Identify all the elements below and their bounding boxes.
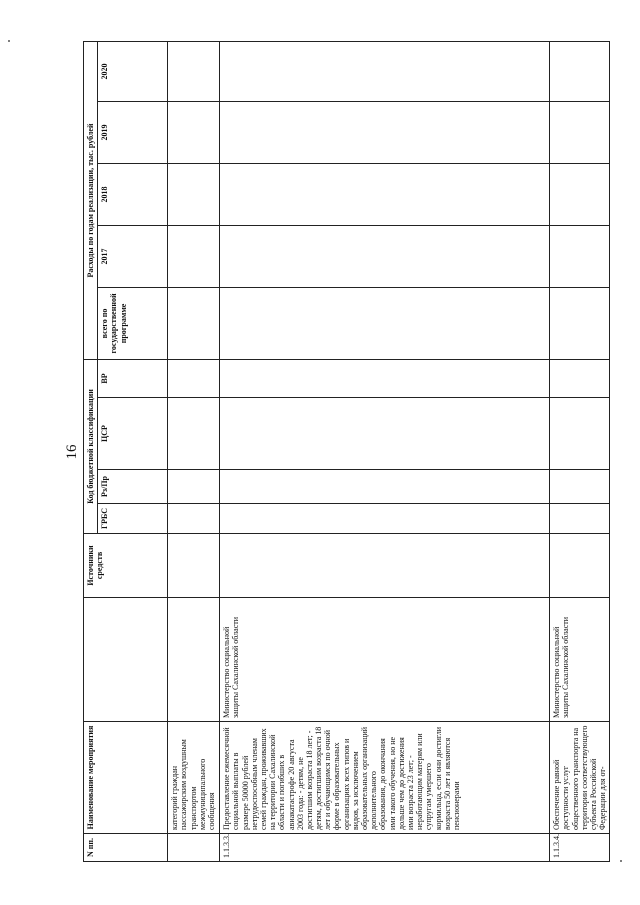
table-row bbox=[168, 41, 220, 861]
header-csr: ЦСР bbox=[98, 398, 168, 470]
row-name: Предоставление ежемесячной социальной выплаты в размере 50000 рублей нетрудоспособным членам семей граждан, проживавших на территории Сахалинской области и погибших в авиакатастрофе 20 августа 2003 года: - детям, не достигшим возраста 18 лет; - детям, достигшим возраста 18 лет и обучающимся по очной форме в образовательных организациях всех типов и видов, за исключением образовательных организаций дополнительного образования, до окончания ими такого обучения, но не дольше чем до достижения ими возраста 23 лет; - неработающим матерям или супругам умершего кормильца, если они достигли возраста 50 лет и являются пенсионерами bbox=[220, 722, 550, 834]
header-2020: 2020 bbox=[98, 41, 168, 101]
header-number: N пп. bbox=[84, 834, 168, 862]
header-2019: 2019 bbox=[98, 101, 168, 163]
header-name: Наименование мероприятия bbox=[84, 722, 168, 834]
header-sources: Источники средств bbox=[84, 534, 168, 598]
header-row-1 bbox=[84, 41, 98, 861]
row-executor: Министерство социальной защиты Сахалинской области bbox=[220, 598, 550, 722]
table-row bbox=[220, 41, 550, 861]
header-vr: ВР bbox=[98, 359, 168, 397]
row-name: категорий граждан пассажирским воздушным транспортом межмуниципального сообщения bbox=[168, 722, 220, 834]
row-name: Обеспечение равной доступности услуг общественного транспорта на территории соответствующего субъекта Российской Федерации для от- bbox=[550, 722, 610, 834]
header-expenses: Расходы по годам реализации, тыс. рублей bbox=[84, 41, 98, 359]
scan-speck bbox=[620, 860, 622, 862]
rotated-page bbox=[50, 32, 608, 872]
scan-speck bbox=[8, 40, 10, 42]
table-row bbox=[550, 41, 610, 861]
header-total: всего по государственной программе bbox=[98, 287, 168, 359]
page-number: 16 bbox=[64, 444, 80, 460]
row-number bbox=[168, 834, 220, 862]
header-grbs: ГРБС bbox=[98, 504, 168, 534]
row-executor: Министерство социальной защиты Сахалинской области bbox=[550, 598, 610, 722]
header-executor bbox=[84, 598, 168, 722]
header-rz-pr: Рз/Пр bbox=[98, 470, 168, 504]
row-number: 1.1.3.3. bbox=[220, 834, 550, 862]
row-number: 1.1.3.4. bbox=[550, 834, 610, 862]
header-2017: 2017 bbox=[98, 225, 168, 287]
header-2018: 2018 bbox=[98, 163, 168, 225]
row-executor bbox=[168, 598, 220, 722]
budget-table bbox=[83, 41, 610, 862]
header-budget-code: Код бюджетной классификации bbox=[84, 359, 98, 533]
